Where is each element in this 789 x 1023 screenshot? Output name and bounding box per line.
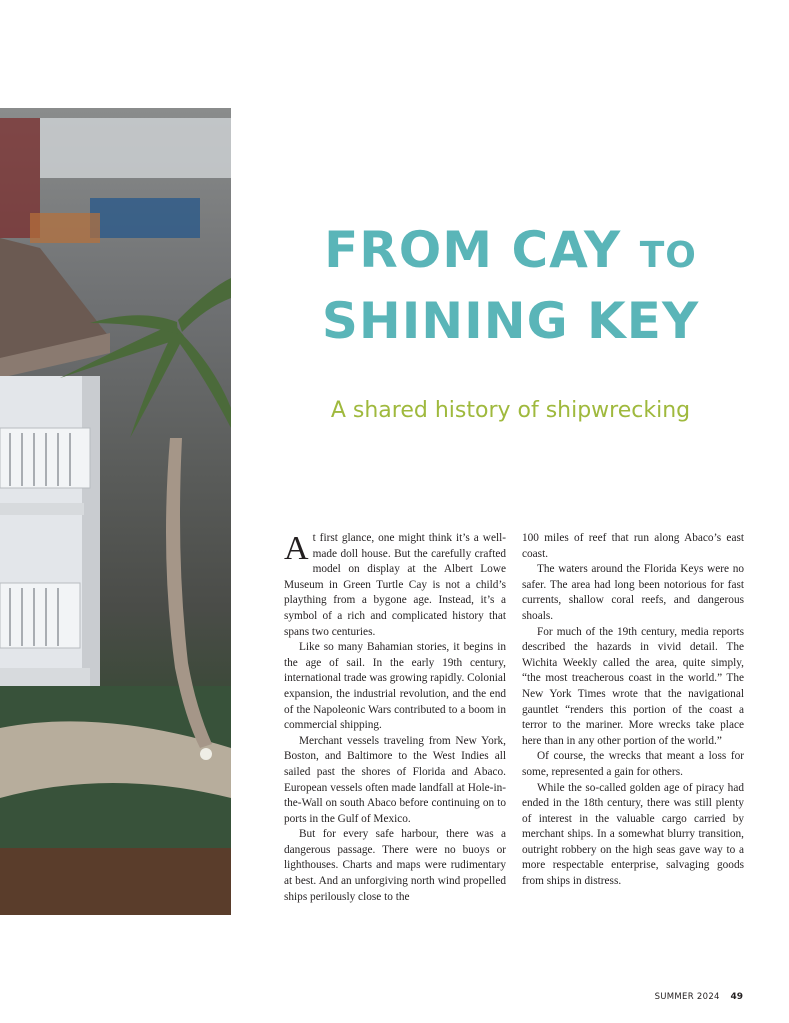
page-number: 49 — [730, 992, 743, 1002]
article-column-left — [284, 531, 506, 905]
paragraph: 100 miles of reef that run along Abaco’s east coast. — [522, 532, 744, 560]
page-footer — [655, 992, 743, 1002]
paragraph-text: t first glance, one might think it’s a well-made doll house. But the carefully crafted model on display at the Albert Lowe Museum in Green Turtle Cay is not a child’s plaything from a bygone age. Instead, it’s a symbol of a rich and complicated history that spans two centuries. — [284, 532, 506, 638]
headline-line-1-small: TO — [639, 235, 697, 276]
paragraph — [284, 531, 506, 640]
article-headline — [232, 220, 789, 356]
paragraph: But for every safe harbour, there was a dangerous passage. There were no buoys or lighthouses. Charts and maps were rudimentary at best. And an unforgiving north wind propelled ships perilously close to the — [284, 828, 506, 903]
paragraph: Merchant vessels traveling from New York, Boston, and Baltimore to the West Indies all sailed past the shores of Florida and Abaco. European vessels often made landfall at Hole-in-the-Wall on south Abaco before continuing on to ports in the Gulf of Mexico. — [284, 734, 506, 825]
headline-line-1 — [232, 220, 789, 286]
model-house-illustration — [0, 108, 231, 915]
article-subtitle: A shared history of shipwrecking — [330, 398, 691, 423]
article-photo — [0, 108, 231, 915]
drop-cap: A — [284, 530, 309, 567]
paragraph: For much of the 19th century, media reports described the hazards in vivid detail. The Wichita Weekly called the area, quite simply, “the most treacherous coast in the world.” The New York Times wrote that the navigational gauntlet “renders this portion of the coast a terror to the mariner. More wrecks take place here than in any other portion of the world.” — [522, 625, 744, 747]
paragraph: The waters around the Florida Keys were no safer. The area had long been notorious for fast currents, shallow coral reefs, and dangerous shoals. — [522, 563, 744, 622]
paragraph: While the so-called golden age of piracy had ended in the 18th century, there was still plenty of interest in the valuable cargo carried by merchant ships. In a somewhat blurry transition, outright robbery on the high seas gave way to a more respectable enterprise, salvaging goods from ships in distress. — [522, 781, 744, 888]
paragraph: Like so many Bahamian stories, it begins in the age of sail. In the early 19th century, international trade was growing rapidly. Colonial expansion, the industrial revolution, and the end of the Napoleonic Wars contributed to a boom in commercial shipping. — [284, 641, 507, 732]
paragraph: Of course, the wrecks that meant a loss for some, represented a gain for others. — [522, 750, 744, 778]
issue-label: SUMMER 2024 — [654, 992, 720, 1002]
article-column-right — [522, 531, 744, 890]
headline-line-1-main: FROM CAY — [324, 221, 622, 279]
headline-line-2: SHINING KEY — [321, 292, 700, 350]
